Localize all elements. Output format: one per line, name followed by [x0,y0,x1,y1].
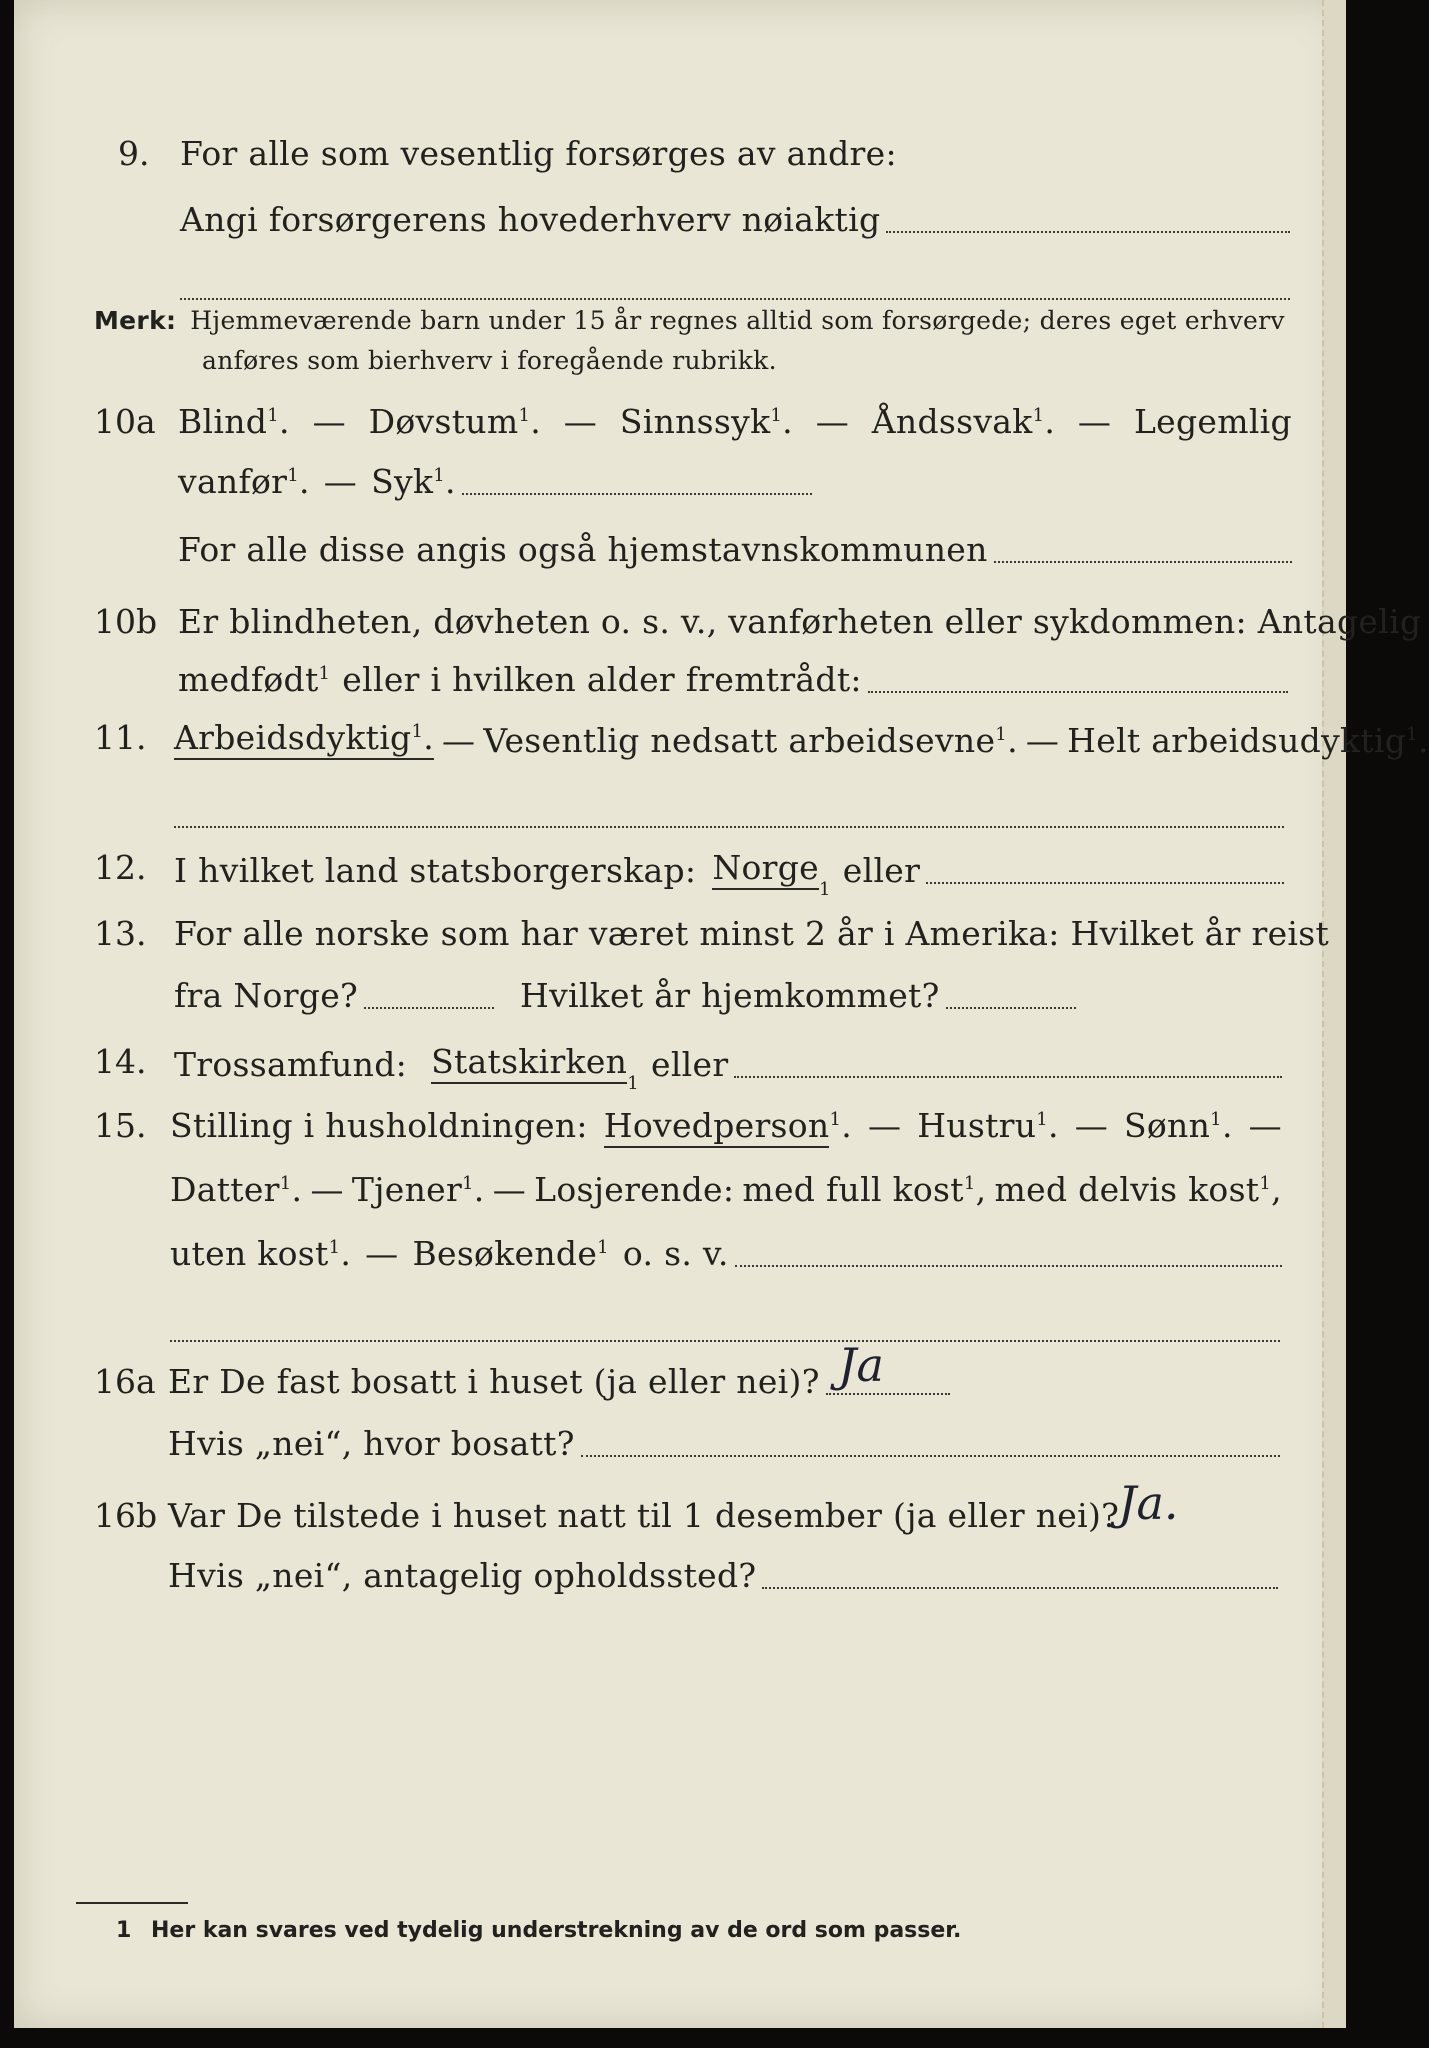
q12-norge: Norge [712,848,819,890]
q9-line2 [180,200,1290,239]
q15-tjener: Tjener$^1$. [351,1170,485,1209]
dash: — [1248,1106,1282,1145]
dash: — [1077,402,1112,441]
q15-text: Stilling i husholdningen: [170,1106,588,1145]
q16b-line2-text: Hvis „nei“, antagelig opholdssted? [168,1556,757,1595]
q14-eller: eller [650,1045,729,1084]
q15-besokende: Besøkende$^1$ [412,1234,609,1273]
q16a-bosatt-line [581,1455,1280,1457]
q10a-number: 10a [94,402,156,441]
q15-delvis: med delvis kost$^1$, [994,1170,1282,1209]
q10b-number: 10b [94,602,158,641]
q10b-line1-text: Er blindheten, døvheten o. s. v., vanførheten eller sykdommen: Antagelig [178,602,1422,641]
dash: — [1025,721,1060,760]
q16a-number: 16a [94,1362,156,1401]
q13-hjem-line [946,1007,1076,1009]
q10b-line2-text: eller i hvilken alder fremtrådt: [342,660,862,699]
footnote-text: Her kan svares ved tydelig understrekning av de ord som passer. [150,1918,962,1943]
merk-text2: anføres som bierhverv i foregående rubrikk. [202,346,777,375]
q10b-line1 [178,602,1421,641]
q10a-vanfor: vanfør$^1$. [178,462,310,501]
q10a-line1 [178,402,1292,441]
q10b-line2 [178,660,1288,699]
q9-answer-line [886,231,1290,233]
q10a-kommune-line [994,561,1292,563]
merk-text1: Hjemmeværende barn under 15 år regnes alltid som forsørgede; deres eget erhverv [190,306,1285,335]
q13-number: 13. [94,914,147,953]
q10b-answer-line [868,691,1288,693]
q14-text: Trossamfund: [174,1045,408,1084]
q12-line: I hvilket land statsborgerskap: Norge 1 eller [174,848,1284,890]
merk-line1 [94,306,1294,335]
q13-hjem: Hvilket år hjemkommet? [520,976,940,1015]
q11-line [174,718,1429,760]
q15-datter: Datter$^1$. [170,1170,303,1209]
q16a-line1-text: Er De fast bosatt i huset (ja eller nei)? [168,1362,820,1401]
q16a-handwritten-answer: Ja [838,1338,884,1392]
q9-line2-text: Angi forsørgerens hovederhverv nøiaktig [180,200,881,239]
dash: — [365,1234,399,1273]
q16b-opholdssted-line [762,1587,1278,1589]
q13-line1-text: For alle norske som har været minst 2 år i Amerika: Hvilket år reist [174,914,1330,953]
q10a-line2 [178,462,812,501]
merk-label: Merk: [94,306,177,335]
q11-number: 11. [94,718,147,757]
q10a-line3 [178,530,1292,569]
q14-answer-line [734,1076,1282,1078]
q15-hovedperson: Hovedperson$^1$. [604,1106,852,1145]
dash: — [1074,1106,1109,1145]
q16a-line2-text: Hvis „nei“, hvor bosatt? [168,1424,575,1463]
q15-losjerende: Losjerende: [534,1170,735,1209]
footnote-rule [76,1902,188,1904]
merk-line2 [202,346,777,375]
q13-fra: fra Norge? [174,976,359,1015]
q13-line1 [174,914,1329,953]
dash: — [323,462,358,501]
q13-line2 [174,976,1076,1015]
dash: — [442,721,476,760]
footnote [116,1918,961,1943]
q15-extra-line [170,1340,1280,1342]
q12-text: I hvilket land statsborgerskap: [174,851,697,890]
q10a-blind: Blind$^1$. [178,402,290,441]
q10b-medfodt: medfødt$^1$ [178,660,331,699]
q16a-answer-line [826,1393,950,1395]
q11-helt: Helt arbeidsudyktig$^1$. [1067,721,1429,760]
q11-extra-line [174,826,1284,828]
q15-sonn: Sønn$^1$. [1123,1106,1233,1145]
q15-line3 [170,1234,1282,1273]
q14-number: 14. [94,1042,147,1081]
q10a-syk-line [462,493,812,495]
q12-answer-line [926,882,1284,884]
q10a-legemlig: Legemlig [1133,402,1292,441]
page-edge [1322,0,1346,2028]
q9-number: 9. [118,134,150,173]
q15-line2 [170,1170,1282,1209]
dash: — [563,402,598,441]
q16b-number: 16b [94,1496,158,1535]
q16a-line1 [168,1362,950,1401]
q10a-sinnssyk: Sinnssyk$^1$. [619,402,793,441]
dash: — [867,1106,902,1145]
q16b-line2 [168,1556,1278,1595]
q16b-line1-text: Var De tilstede i huset natt til 1 desember (ja eller nei)? [168,1496,1120,1535]
q10a-line3-text: For alle disse angis også hjemstavnskommunen [178,530,988,569]
q15-fullkost: med full kost$^1$, [742,1170,987,1209]
dash: — [312,402,346,441]
q10a-dovstum: Døvstum$^1$. [368,402,541,441]
footnote-mark: 1 [116,1918,132,1943]
q14-line: Trossamfund: Statskirken 1 eller [174,1042,1282,1084]
q15-number: 15. [94,1106,147,1145]
dash: — [310,1170,344,1209]
q11-arbeidsdyktig: Arbeidsdyktig$^1$. [174,718,434,760]
q15-uten: uten kost$^1$. [170,1234,352,1273]
dash: — [492,1170,527,1209]
q15-osv: o. s. v. [622,1234,729,1273]
q13-reist-line [364,1007,494,1009]
q16b-handwritten-answer: Ja. [1118,1476,1179,1530]
q12-eller: eller [842,851,921,890]
q16b-line1 [168,1496,1119,1535]
q12-number: 12. [94,848,147,887]
q15-hustru: Hustru$^1$. [917,1106,1059,1145]
q10a-syk: Syk$^1$. [371,462,456,501]
dash: — [815,402,850,441]
q10a-andssvak: Åndssvak$^1$. [871,402,1056,441]
q16a-line2 [168,1424,1280,1463]
q15-line1 [170,1106,1282,1145]
q9-line1 [180,134,1290,173]
q11-vesentlig: Vesentlig nedsatt arbeidsevne$^1$. [483,721,1018,760]
q9-extra-line [180,298,1290,300]
q9-line1-text: For alle som vesentlig forsørges av andre: [180,134,897,173]
q14-statskirken: Statskirken [431,1042,627,1084]
q15-answer-line [735,1265,1282,1267]
